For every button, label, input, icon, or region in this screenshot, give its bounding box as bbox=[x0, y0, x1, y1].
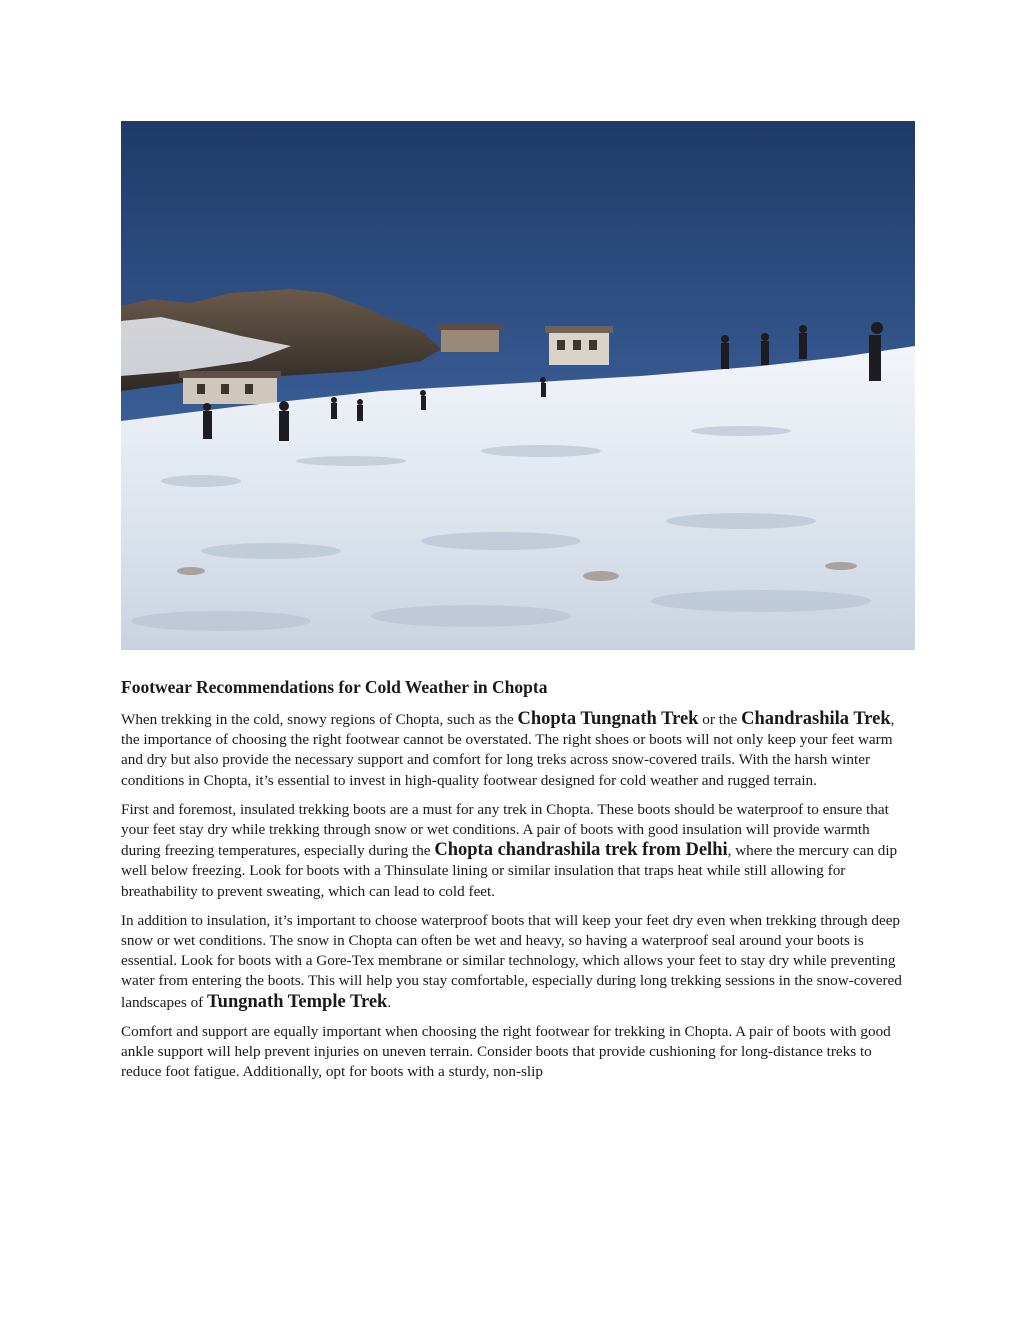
paragraph-intro bbox=[121, 709, 906, 791]
keyword-tungnath-temple-trek: Tungnath Temple Trek bbox=[207, 991, 388, 1012]
keyword-chopta-chandrashila-trek-from-delhi: Chopta chandrashila trek from Delhi bbox=[434, 840, 728, 861]
paragraph-text: First and foremost, insulated trekking boots are a must for any trek in Chopta. These boots should be waterproof to ensure that your feet stay dry while trekking through snow or wet conditions. A pair of boots with good insulation will provide warmth during freezing temperatures, especially during the bbox=[121, 800, 889, 860]
section-title: Footwear Recommendations for Cold Weather in Chopta bbox=[121, 677, 548, 697]
paragraph-text: In addition to insulation, it’s important to choose waterproof boots that will keep your feet dry even when trekking through deep snow or wet conditions. The snow in Chopta can often be wet and heavy, so having a waterproof seal around your boots is essential. Look for boots with a Gore-Tex membrane or similar technology, which allows your feet to stay dry while preventing water from entering the boots. This will help you stay comfortable, especially during long trekking sessions in the snow-covered landscapes of bbox=[121, 911, 902, 1011]
paragraph-text: or the bbox=[698, 711, 742, 728]
paragraph-insulation bbox=[121, 800, 906, 902]
keyword-chopta-tungnath-trek: Chopta Tungnath Trek bbox=[517, 709, 699, 729]
article-body bbox=[121, 675, 906, 1091]
paragraph-text: Comfort and support are equally important when choosing the right footwear for trekking in Chopta. A pair of boots with good ankle support will help prevent injuries on uneven terrain. Consider boots that provide cushioning for long-distance treks to reduce foot fatigue. Additionally, opt for boots with a sturdy, non-slip bbox=[121, 1022, 891, 1081]
snowy-trek-photo bbox=[121, 121, 915, 650]
paragraph-text: When trekking in the cold, snowy regions of Chopta, such as the bbox=[121, 711, 518, 728]
paragraph-text: . bbox=[387, 993, 392, 1011]
paragraph-text: , the importance of choosing the right footwear cannot be overstated. The right shoes or boots will not only keep your feet warm and dry but also provide the necessary support and comfort for long treks across snow-covered trails. With the harsh winter conditions in Chopta, it’s essential to invest in high-quality footwear designed for cold weather and rugged terrain. bbox=[121, 711, 895, 789]
paragraph-text: , where the mercury can dip well below freezing. Look for boots with a Thinsulate lining or similar insulation that traps heat while still allowing for breathability to prevent sweating, which can lead to cold feet. bbox=[121, 842, 898, 900]
keyword-chandrashila-trek: Chandrashila Trek bbox=[741, 709, 891, 729]
paragraph-waterproof bbox=[121, 911, 906, 1013]
paragraph-comfort bbox=[121, 1022, 906, 1083]
